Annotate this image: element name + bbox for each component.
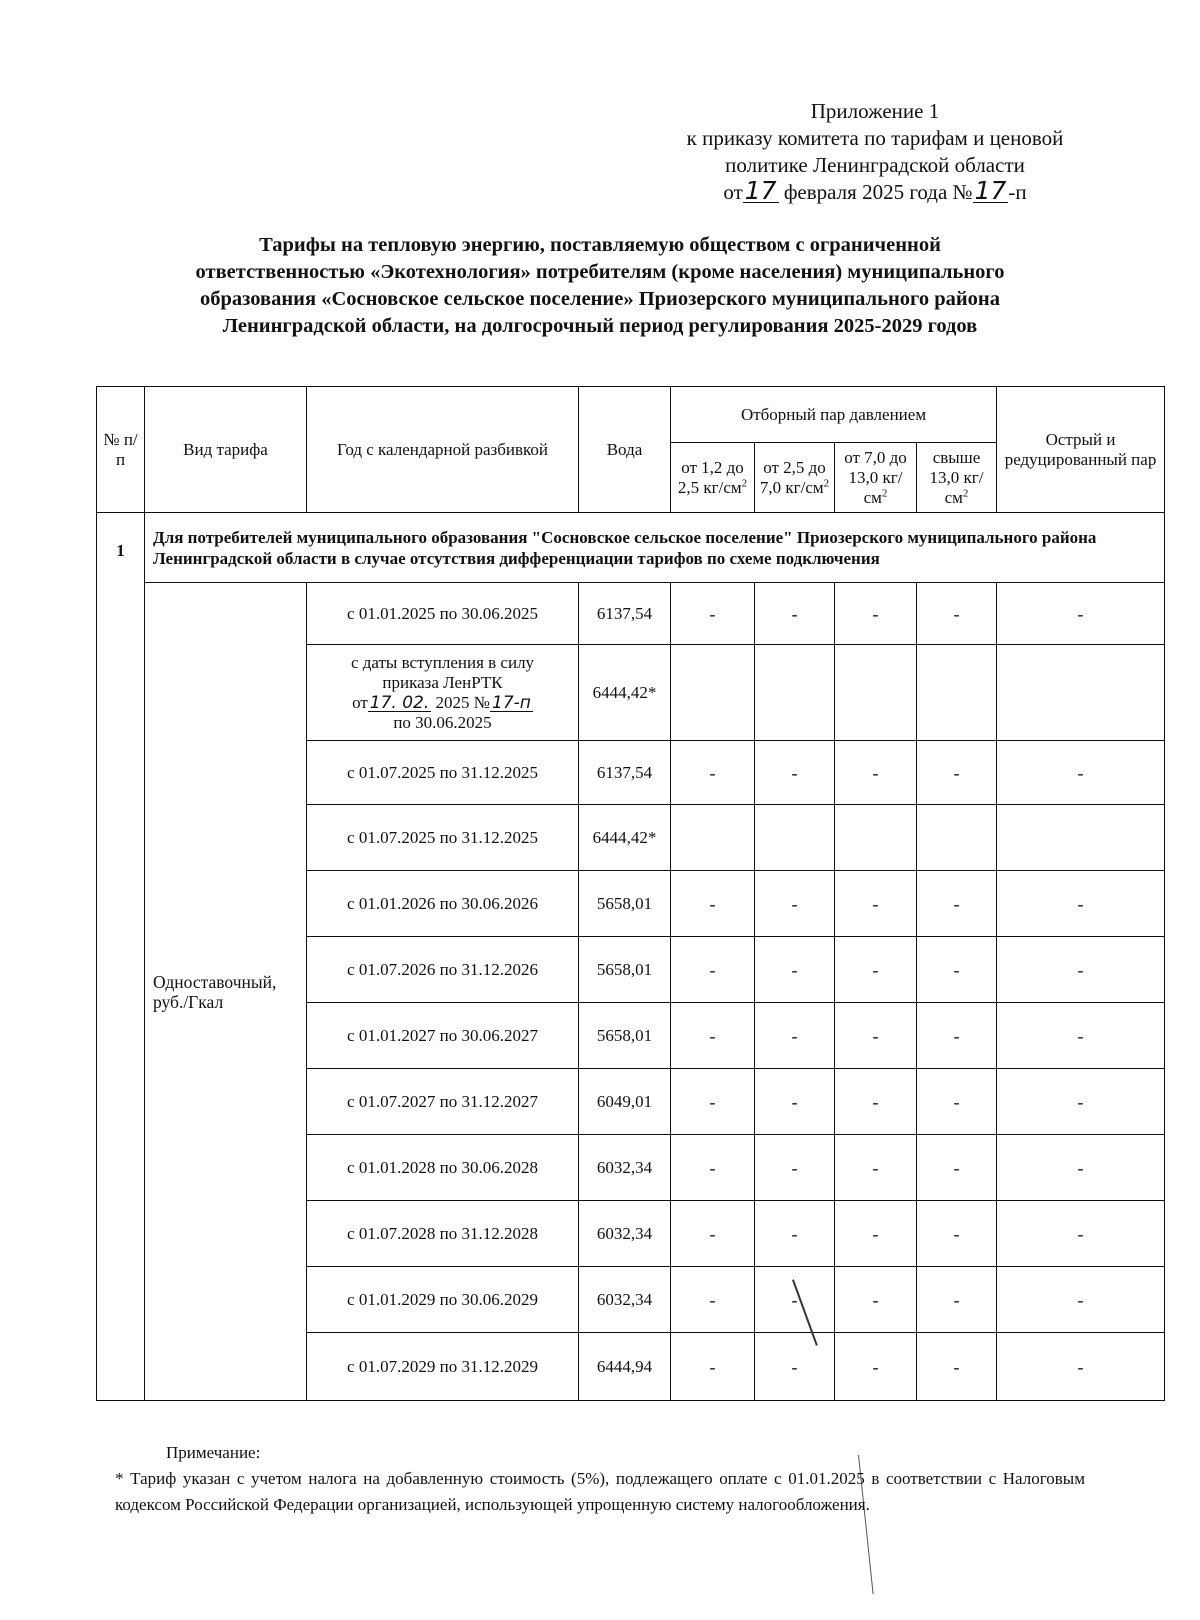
header-steam-1: от 1,2 до 2,5 $кг/см^2$	[671, 443, 755, 513]
sharp-steam-value: -	[997, 1201, 1165, 1267]
steam-4-value	[917, 805, 997, 871]
order-suffix: -п	[1008, 180, 1027, 204]
water-price: 5658,01	[579, 1003, 671, 1069]
steam-4-value: -	[917, 1333, 997, 1401]
water-price: 6032,34	[579, 1201, 671, 1267]
header-period: Год с календарной разбивкой	[307, 387, 579, 513]
steam-3-value: -	[835, 1267, 917, 1333]
header-sharp-steam: Острый и редуцированный пар	[997, 387, 1165, 513]
period-cell: с 01.07.2026 по 31.12.2026	[307, 937, 579, 1003]
steam-1-value: -	[671, 1135, 755, 1201]
period-cell: с 01.07.2027 по 31.12.2027	[307, 1069, 579, 1135]
title-line-2: ответственностью «Экотехнология» потребителям (кроме населения) муниципального	[195, 261, 1005, 283]
steam-2-value: -	[755, 1201, 835, 1267]
sharp-steam-value: -	[997, 583, 1165, 645]
tariff-kind: Одноставочный, руб./Гкал	[145, 583, 307, 1401]
appendix-order-ref: к приказу комитета по тарифам и ценовой	[686, 126, 1064, 150]
water-price: 6444,94	[579, 1333, 671, 1401]
steam-1-value: -	[671, 1003, 755, 1069]
water-price: 6049,01	[579, 1069, 671, 1135]
steam-3-value: -	[835, 1069, 917, 1135]
steam-2-value: -	[755, 1003, 835, 1069]
header-water: Вода	[579, 387, 671, 513]
handwritten-order-number: 17	[974, 176, 1007, 205]
steam-1-value: -	[671, 937, 755, 1003]
steam-4-value: -	[917, 1201, 997, 1267]
steam-3-value: -	[835, 1135, 917, 1201]
table-row	[97, 583, 1165, 645]
sharp-steam-value: -	[997, 741, 1165, 805]
period-cell: с 01.01.2027 по 30.06.2027	[307, 1003, 579, 1069]
appendix-header	[640, 98, 1110, 206]
handwritten-number: 17-п	[492, 692, 531, 713]
sharp-steam-value	[997, 805, 1165, 871]
water-price: 6137,54	[579, 741, 671, 805]
special-period-line-2: приказа ЛенРТК	[382, 672, 503, 692]
sharp-steam-value: -	[997, 1003, 1165, 1069]
group-number: 1	[97, 513, 145, 1401]
steam-3-value	[835, 645, 917, 741]
unit-power: 2	[823, 476, 830, 489]
date-middle: февраля 2025 года №	[783, 180, 973, 204]
steam-1-value: -	[671, 741, 755, 805]
steam-2-value	[755, 805, 835, 871]
sharp-steam-value: -	[997, 1333, 1165, 1401]
special-period-line-4: по 30.06.2025	[393, 712, 492, 732]
appendix-committee: политике Ленинградской области	[725, 153, 1025, 177]
water-price: 5658,01	[579, 937, 671, 1003]
sharp-steam-value: -	[997, 1069, 1165, 1135]
water-price: 6444,42*	[579, 645, 671, 741]
period-cell: с 01.07.2028 по 31.12.2028	[307, 1201, 579, 1267]
sharp-steam-value: -	[997, 937, 1165, 1003]
steam-3-value: -	[835, 871, 917, 937]
steam-1-value	[671, 805, 755, 871]
special-period-line-3: от 17. 02. 2025 № 17-п	[352, 692, 531, 713]
steam-1-value: -	[671, 1267, 755, 1333]
water-price: 5658,01	[579, 871, 671, 937]
period-cell: с 01.07.2029 по 31.12.2029	[307, 1333, 579, 1401]
header-kind: Вид тарифа	[145, 387, 307, 513]
steam-3-value: -	[835, 583, 917, 645]
steam-2-value: -	[755, 1069, 835, 1135]
sharp-steam-value	[997, 645, 1165, 741]
steam-3-value: -	[835, 1201, 917, 1267]
steam-1-value: -	[671, 871, 755, 937]
steam-3-value: -	[835, 741, 917, 805]
unit-power: 2	[881, 486, 888, 499]
note-text: * Тариф указан с учетом налога на добавленную стоимость (5%), подлежащего оплате с 01.01.2025 в соответствии с Налоговым кодексом Российской Федерации организацией, использующей упрощенную систему налогообложения.	[115, 1469, 1085, 1514]
steam-2-value: -	[755, 1135, 835, 1201]
header-row-1	[97, 387, 1165, 443]
steam-2-value: -	[755, 1267, 835, 1333]
steam-4-value: -	[917, 1069, 997, 1135]
special-period-line-1: с даты вступления в силу	[350, 652, 535, 672]
steam-4-value: -	[917, 1003, 997, 1069]
steam-1-value: -	[671, 583, 755, 645]
period-cell: с 01.07.2025 по 31.12.2025	[307, 741, 579, 805]
handwritten-date: 17. 02.	[369, 692, 430, 713]
title-line-1: Тарифы на тепловую энергию, поставляемую обществом с ограниченной	[259, 234, 941, 256]
sharp-steam-value: -	[997, 871, 1165, 937]
sharp-steam-value: -	[997, 1267, 1165, 1333]
water-price: 6137,54	[579, 583, 671, 645]
special-period-cell	[307, 645, 579, 741]
steam-2-value	[755, 645, 835, 741]
steam-3-value: -	[835, 1003, 917, 1069]
steam-4-value: -	[917, 1135, 997, 1201]
document-title	[100, 232, 1100, 340]
steam-2-value: -	[755, 583, 835, 645]
header-steam-2: от 2,5 до 7,0 $кг/см^2$	[755, 443, 835, 513]
group-row	[97, 513, 1165, 583]
steam-2-value: -	[755, 937, 835, 1003]
period-cell: с 01.07.2025 по 31.12.2025	[307, 805, 579, 871]
steam-1-value: -	[671, 1069, 755, 1135]
period-cell: с 01.01.2025 по 30.06.2025	[307, 583, 579, 645]
title-line-3: образования «Сосновское сельское поселение» Приозерского муниципального района	[200, 288, 1000, 310]
unit-power: 2	[962, 486, 969, 499]
steam-4-value: -	[917, 871, 997, 937]
note-label: Примечание:	[166, 1443, 261, 1462]
tariff-table	[96, 386, 1165, 1401]
period-cell: с 01.01.2026 по 30.06.2026	[307, 871, 579, 937]
steam-2-value: -	[755, 741, 835, 805]
steam-4-value: -	[917, 937, 997, 1003]
steam-4-value: -	[917, 741, 997, 805]
steam-4-value: -	[917, 1267, 997, 1333]
date-prefix: от	[723, 180, 743, 204]
steam-2-value: -	[755, 1333, 835, 1401]
period-cell: с 01.01.2029 по 30.06.2029	[307, 1267, 579, 1333]
appendix-date-line	[640, 176, 1110, 206]
header-steam-4: свыше 13,0 $кг/см^2$	[917, 443, 997, 513]
water-price: 6032,34	[579, 1267, 671, 1333]
steam-2-value: -	[755, 871, 835, 937]
water-price: 6444,42*	[579, 805, 671, 871]
header-steam-group: Отборный пар давлением	[671, 387, 997, 443]
steam-1-value	[671, 645, 755, 741]
steam-4-value: -	[917, 583, 997, 645]
title-line-4: Ленинградской области, на долгосрочный период регулирования 2025-2029 годов	[222, 315, 978, 337]
steam-3-value	[835, 805, 917, 871]
unit-power: 2	[741, 476, 748, 489]
sharp-steam-value: -	[997, 1135, 1165, 1201]
steam-1-value: -	[671, 1201, 755, 1267]
steam-4-value	[917, 645, 997, 741]
steam-1-value: -	[671, 1333, 755, 1401]
steam-3-value: -	[835, 1333, 917, 1401]
handwritten-day: 17	[744, 176, 777, 205]
group-description: Для потребителей муниципального образования "Сосновское сельское поселение" Приозерского муниципального района Ленинградской области в случае отсутствия дифференциации тарифов по схеме подключения	[145, 513, 1165, 583]
appendix-title: Приложение 1	[810, 99, 940, 123]
header-num: № п/п	[97, 387, 145, 513]
header-steam-3: от 7,0 до 13,0 $кг/см^2$	[835, 443, 917, 513]
water-price: 6032,34	[579, 1135, 671, 1201]
period-cell: с 01.01.2028 по 30.06.2028	[307, 1135, 579, 1201]
steam-3-value: -	[835, 937, 917, 1003]
